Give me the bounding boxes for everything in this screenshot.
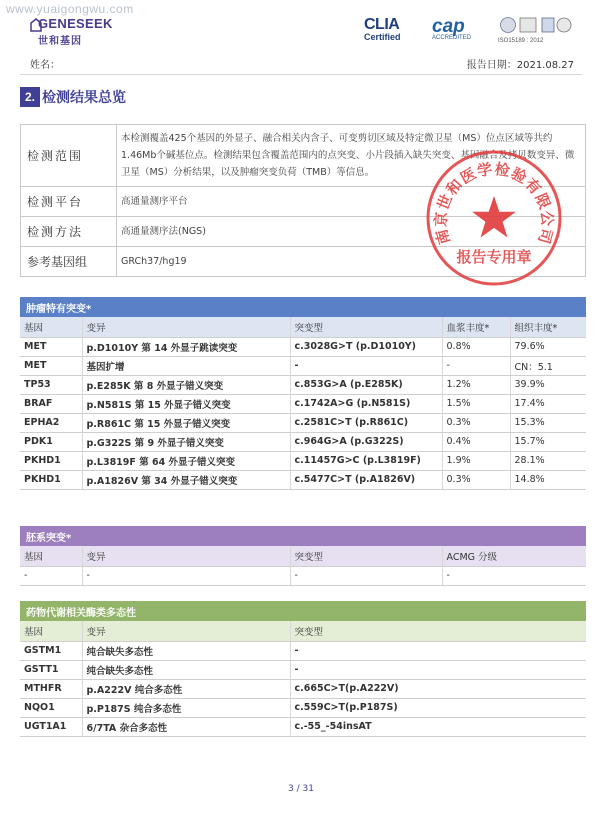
report-date: 报告日期：2021.08.27 bbox=[466, 60, 574, 71]
table-row bbox=[20, 660, 586, 679]
patient-name-label: 姓名： bbox=[30, 60, 60, 71]
table-cell: 79.6% bbox=[510, 337, 586, 356]
table-row bbox=[20, 641, 586, 660]
table-cell: MTHFR bbox=[20, 679, 82, 698]
germline-mutation-title: 胚系突变* bbox=[20, 526, 586, 546]
table-row bbox=[20, 337, 586, 356]
table-row bbox=[20, 451, 586, 470]
table-cell: 28.1% bbox=[510, 451, 586, 470]
table-cell: PKHD1 bbox=[20, 451, 82, 470]
table-cell: c.853G>A (p.E285K) bbox=[290, 375, 442, 394]
table-cell: MET bbox=[20, 337, 82, 356]
table-cell: 纯合缺失多态性 bbox=[82, 660, 290, 679]
tumor-mutation-title: 肿瘤特有突变* bbox=[20, 297, 586, 317]
table-cell: 0.8% bbox=[442, 337, 510, 356]
iso-badges-icon bbox=[498, 16, 574, 34]
table-row bbox=[20, 698, 586, 717]
table-cell: - bbox=[82, 566, 290, 585]
table-cell: p.N581S 第 15 外显子错义突变 bbox=[82, 394, 290, 413]
table-cell: c.2581C>T (p.R861C) bbox=[290, 413, 442, 432]
table-cell: p.A222V 纯合多态性 bbox=[82, 679, 290, 698]
table-cell: 0.4% bbox=[442, 432, 510, 451]
table-cell: c.11457G>C (p.L3819F) bbox=[290, 451, 442, 470]
tumor-mutation-section bbox=[20, 297, 586, 490]
table-cell: c.559C>T(p.P187S) bbox=[290, 698, 586, 717]
column-header: 基因 bbox=[20, 546, 82, 566]
column-header: 突变型 bbox=[290, 621, 586, 641]
summary-row bbox=[21, 187, 586, 217]
table-header-row bbox=[20, 317, 586, 337]
table-cell: 基因扩增 bbox=[82, 356, 290, 375]
table-row bbox=[20, 394, 586, 413]
table-row bbox=[20, 432, 586, 451]
company-logo bbox=[30, 16, 113, 47]
table-cell: PKHD1 bbox=[20, 470, 82, 489]
table-cell: 1.5% bbox=[442, 394, 510, 413]
column-header: 突变型 bbox=[290, 317, 442, 337]
column-header: ACMG 分级 bbox=[442, 546, 586, 566]
table-cell: PDK1 bbox=[20, 432, 82, 451]
table-cell: - bbox=[442, 566, 586, 585]
cap-logo: cap ACCREDITED bbox=[432, 16, 472, 41]
table-cell: p.A1826V 第 34 外显子错义突变 bbox=[82, 470, 290, 489]
summary-row bbox=[21, 247, 586, 277]
column-header: 突变型 bbox=[290, 546, 442, 566]
section-number: 2. bbox=[20, 87, 40, 107]
table-cell: p.L3819F 第 64 外显子错义突变 bbox=[82, 451, 290, 470]
drug-metabolism-section bbox=[20, 601, 586, 737]
table-cell: c.964G>A (p.G322S) bbox=[290, 432, 442, 451]
table-cell: 15.7% bbox=[510, 432, 586, 451]
column-header: 血浆丰度* bbox=[442, 317, 510, 337]
table-header-row bbox=[20, 621, 586, 641]
summary-label: 参考基因组 bbox=[21, 247, 117, 277]
table-cell: p.G322S 第 9 外显子错义突变 bbox=[82, 432, 290, 451]
summary-label: 检测平台 bbox=[21, 187, 117, 217]
column-header: 组织丰度* bbox=[510, 317, 586, 337]
table-cell: 0.3% bbox=[442, 413, 510, 432]
summary-label: 检测方法 bbox=[21, 217, 117, 247]
watermark-text: www.yuaigongwu.com bbox=[6, 2, 134, 16]
germline-mutation-section bbox=[20, 526, 586, 586]
table-row bbox=[20, 679, 586, 698]
table-cell: CN：5.1 bbox=[510, 356, 586, 375]
table-cell: 14.8% bbox=[510, 470, 586, 489]
summary-row bbox=[21, 217, 586, 247]
summary-value: 高通量测序法(NGS) bbox=[117, 217, 586, 247]
table-row bbox=[20, 375, 586, 394]
summary-value: 本检测覆盖425个基因的外显子、融合相关内含子、可变剪切区域及特定微卫星（MS）位点区域等共约1.46Mb个碱基位点。检测结果包含覆盖范围内的点突变、小片段插入缺失突变、基因融合及拷贝数变异、微卫星（MS）分析结果，以及肿瘤突变负荷（TMB）等信息。 bbox=[117, 125, 586, 187]
section-title bbox=[20, 86, 126, 108]
table-cell: 6/7TA 杂合多态性 bbox=[82, 717, 290, 736]
table-cell: EPHA2 bbox=[20, 413, 82, 432]
clia-logo: CLIA Certified bbox=[364, 16, 401, 42]
column-header: 基因 bbox=[20, 621, 82, 641]
table-header-row bbox=[20, 546, 586, 566]
table-cell: - bbox=[442, 356, 510, 375]
seal-bottom-text: 报告专用章 bbox=[456, 248, 532, 266]
table-cell: - bbox=[290, 566, 442, 585]
table-cell: c.665C>T(p.A222V) bbox=[290, 679, 586, 698]
table-cell: - bbox=[290, 356, 442, 375]
table-cell: GSTT1 bbox=[20, 660, 82, 679]
germline-mutation-table bbox=[20, 546, 586, 586]
summary-label: 检测范围 bbox=[21, 125, 117, 187]
table-row bbox=[20, 470, 586, 489]
table-cell: TP53 bbox=[20, 375, 82, 394]
tumor-mutation-table bbox=[20, 317, 586, 490]
table-cell: 17.4% bbox=[510, 394, 586, 413]
table-cell: 39.9% bbox=[510, 375, 586, 394]
table-cell: MET bbox=[20, 356, 82, 375]
section-heading: 检测结果总览 bbox=[42, 90, 126, 106]
column-header: 基因 bbox=[20, 317, 82, 337]
table-cell: 纯合缺失多态性 bbox=[82, 641, 290, 660]
summary-value: 高通量测序平台 bbox=[117, 187, 586, 217]
table-cell: 0.3% bbox=[442, 470, 510, 489]
table-cell: c.-55_-54insAT bbox=[290, 717, 586, 736]
table-cell: UGT1A1 bbox=[20, 717, 82, 736]
table-cell: p.D1010Y 第 14 外显子跳读突变 bbox=[82, 337, 290, 356]
iso-logo: ISO15189 : 2012 bbox=[498, 16, 574, 44]
table-cell: BRAF bbox=[20, 394, 82, 413]
table-row bbox=[20, 356, 586, 375]
summary-row bbox=[21, 125, 586, 187]
summary-value: GRCh37/hg19 bbox=[117, 247, 586, 277]
logo-text: GENESEEK bbox=[38, 16, 113, 31]
column-header: 变异 bbox=[82, 546, 290, 566]
table-cell: NQO1 bbox=[20, 698, 82, 717]
drug-metabolism-table bbox=[20, 621, 586, 737]
page-number: 3 / 31 bbox=[288, 784, 314, 794]
column-header: 变异 bbox=[82, 621, 290, 641]
table-cell: p.E285K 第 8 外显子错义突变 bbox=[82, 375, 290, 394]
table-cell: GSTM1 bbox=[20, 641, 82, 660]
table-cell: - bbox=[20, 566, 82, 585]
drug-metabolism-title: 药物代谢相关酶类多态性 bbox=[20, 601, 586, 621]
table-row bbox=[20, 566, 586, 585]
table-cell: p.R861C 第 15 外显子错义突变 bbox=[82, 413, 290, 432]
table-cell: c.5477C>T (p.A1826V) bbox=[290, 470, 442, 489]
table-cell: 1.9% bbox=[442, 451, 510, 470]
table-row bbox=[20, 413, 586, 432]
table-cell: 1.2% bbox=[442, 375, 510, 394]
header-divider bbox=[20, 74, 582, 75]
table-cell: - bbox=[290, 660, 586, 679]
seal-ring-text: 南京世和医学检验有限公司 bbox=[431, 159, 557, 247]
column-header: 变异 bbox=[82, 317, 290, 337]
logo-cn-text: 世和基因 bbox=[38, 36, 82, 47]
table-cell: c.1742A>G (p.N581S) bbox=[290, 394, 442, 413]
table-cell: 15.3% bbox=[510, 413, 586, 432]
detection-summary-table bbox=[20, 124, 586, 277]
table-row bbox=[20, 717, 586, 736]
table-cell: p.P187S 纯合多态性 bbox=[82, 698, 290, 717]
table-cell: - bbox=[290, 641, 586, 660]
table-cell: c.3028G>T (p.D1010Y) bbox=[290, 337, 442, 356]
